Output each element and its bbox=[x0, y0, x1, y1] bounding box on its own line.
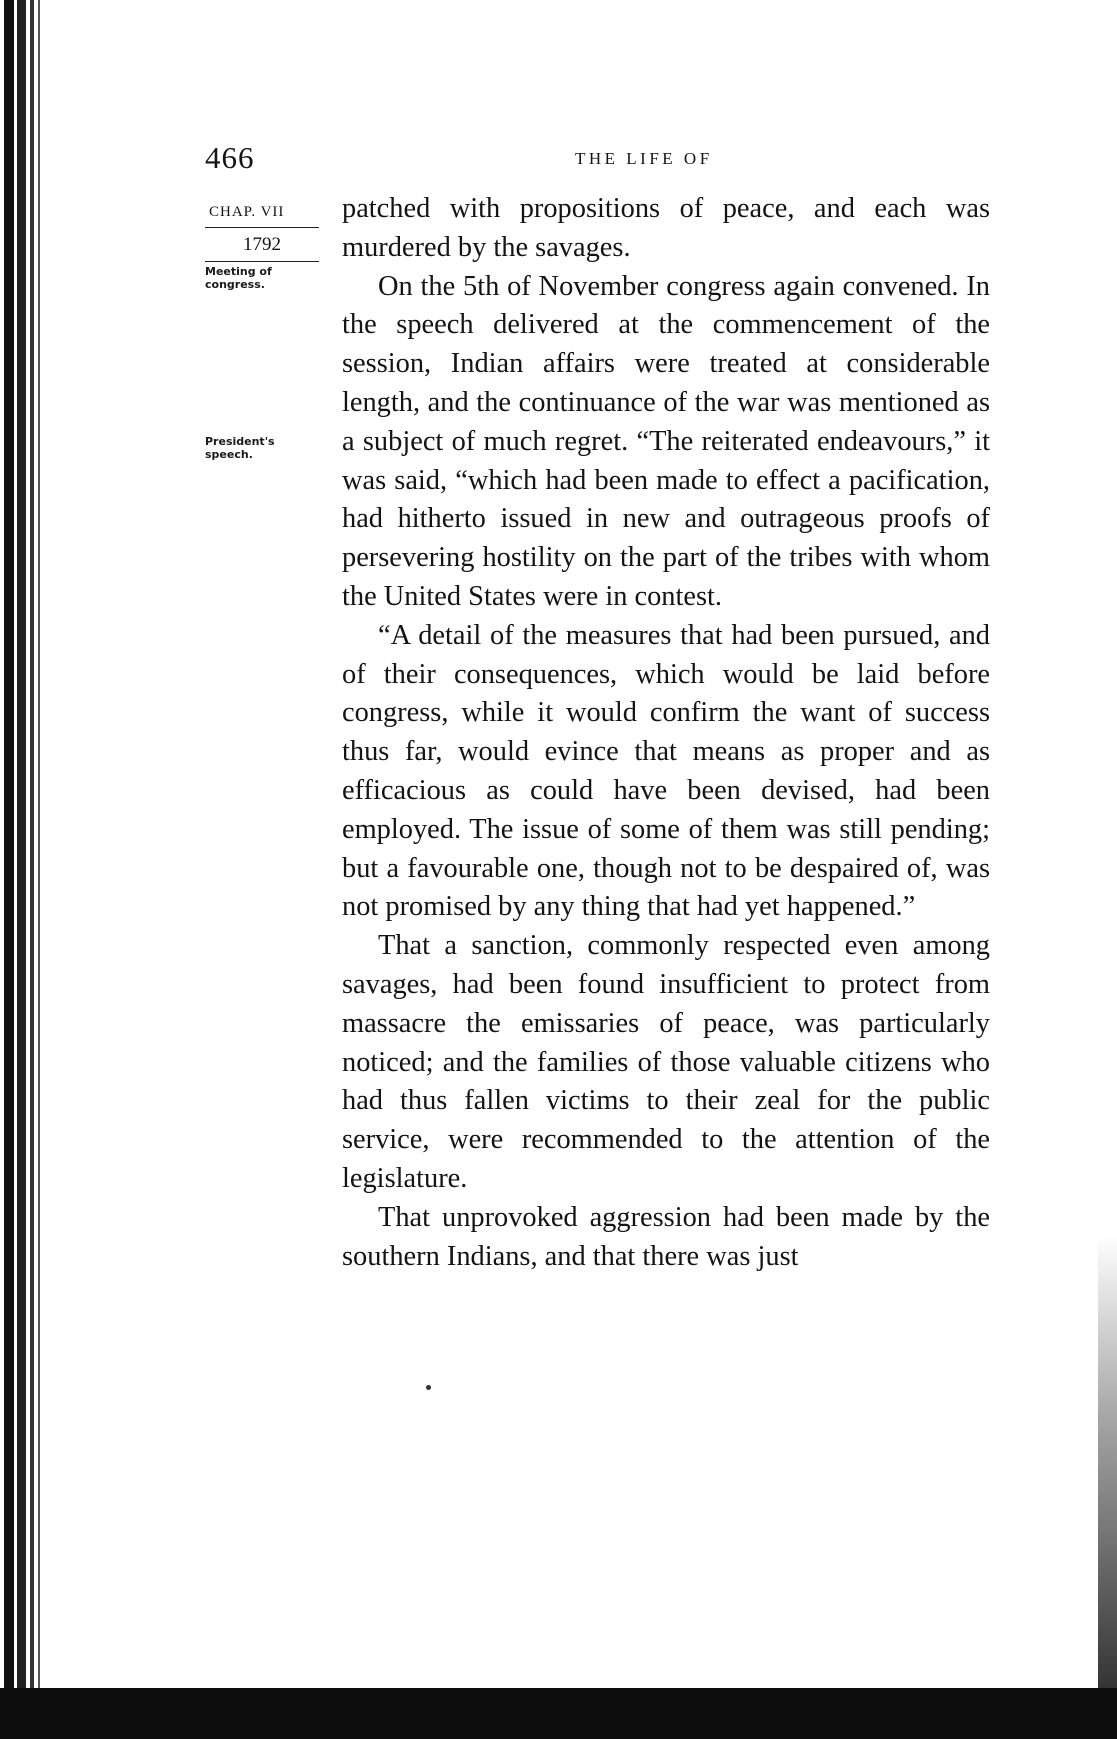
ink-speck bbox=[426, 1385, 431, 1390]
running-head: THE LIFE OF bbox=[575, 149, 713, 168]
margin-note-line: congress. bbox=[205, 278, 265, 291]
page-number: 466 bbox=[205, 140, 255, 175]
margin-rule-bottom bbox=[205, 261, 319, 262]
paragraph: That a sanction, commonly respected even among savages, had been found insufficient to protect from massacre the emissaries of peace, was particularly noticed; and the families of those valuable citizens who had thus fallen victims to their zeal for the public service, were recommended to the attention of the legislature. bbox=[342, 930, 990, 1194]
scan-binding-edge bbox=[0, 0, 44, 1739]
paragraph: “A detail of the measures that had been pursued, and of their consequences, which would be laid before congress, while it would confirm the want of success thus far, would evince that means as proper and as efficacious as could have been devised, had been employed. The issue of some of them was still pending; but a favourable one, though not to be despaired of, was not promised by any thing that had yet happened.” bbox=[342, 619, 990, 923]
year-label: 1792 bbox=[243, 234, 281, 255]
paragraph: On the 5th of November congress again convened. In the speech delivered at the commencement of the session, Indian affairs were treated at considerable length, and the continuance of the war was mentioned as a subject of much regret. “The reiterated endeavours,” it was said, “which had been made to effect a pacification, had hitherto issued in new and outrageous proofs of persevering hostility on the part of the tribes with whom the United States were in contest. bbox=[342, 270, 990, 612]
scan-bottom-edge bbox=[0, 1688, 1117, 1739]
margin-note-line: Meeting of bbox=[205, 265, 272, 278]
chapter-label: CHAP. VII bbox=[209, 204, 285, 220]
margin-note-meeting bbox=[205, 265, 325, 291]
page-header bbox=[205, 140, 995, 185]
margin-note-line: President's bbox=[205, 435, 275, 448]
body-text bbox=[342, 190, 990, 1276]
scan-edge-shadow bbox=[1098, 1235, 1117, 1690]
paragraph: patched with propositions of peace, and each was murdered by the savages. bbox=[342, 193, 990, 263]
paragraph: That unprovoked aggression had been made by the southern Indians, and that there was just bbox=[342, 1201, 990, 1272]
margin-note-line: speech. bbox=[205, 448, 253, 461]
margin-column bbox=[205, 197, 325, 461]
margin-note-speech bbox=[205, 435, 325, 461]
